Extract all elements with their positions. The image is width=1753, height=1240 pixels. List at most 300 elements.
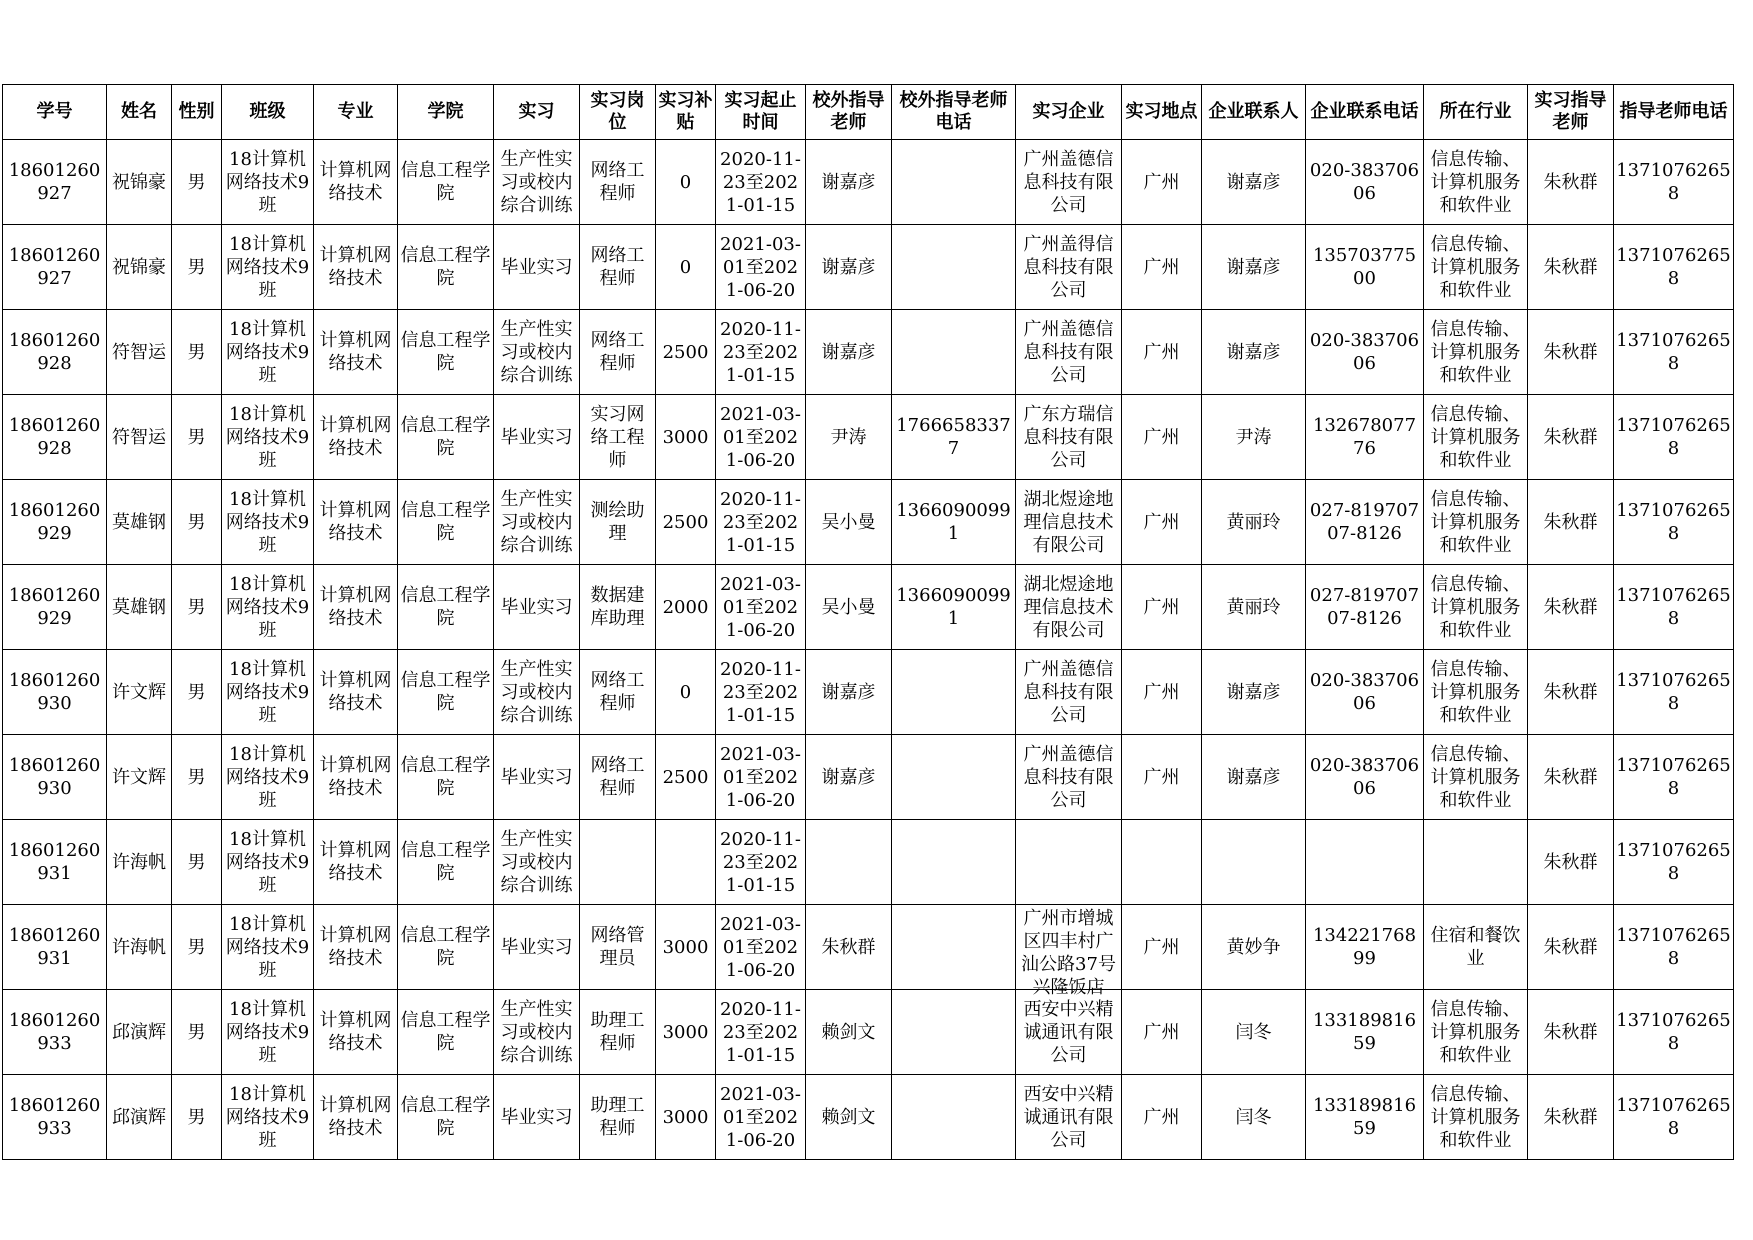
table-cell bbox=[1424, 480, 1528, 565]
table-cell bbox=[1614, 310, 1734, 395]
table-cell bbox=[892, 990, 1016, 1075]
table-cell bbox=[3, 1075, 107, 1160]
table-cell bbox=[656, 905, 716, 990]
table-cell bbox=[806, 225, 892, 310]
cell-text: 朱秋群 bbox=[821, 936, 876, 958]
cell-text: 广州 bbox=[1143, 341, 1180, 363]
cell-text: 谢嘉彦 bbox=[1226, 341, 1281, 363]
cell-text: 计算机网络技术 bbox=[319, 840, 392, 884]
cell-text: 毕业实习 bbox=[500, 766, 573, 788]
cell-text: 13318981659 bbox=[1312, 1010, 1417, 1054]
table-row bbox=[3, 735, 1734, 820]
column-header: 学院 bbox=[398, 85, 494, 140]
table-cell bbox=[3, 990, 107, 1075]
cell-text: 2020-11-23至2021-01-15 bbox=[720, 148, 801, 216]
table-cell bbox=[172, 820, 222, 905]
cell-text: 广州盖德信息科技有限公司 bbox=[1023, 743, 1114, 811]
table-cell bbox=[580, 480, 656, 565]
cell-text: 吴小曼 bbox=[821, 511, 876, 533]
table-cell bbox=[1528, 225, 1614, 310]
table-cell bbox=[716, 310, 806, 395]
column-header: 实习企业 bbox=[1016, 85, 1122, 140]
cell-text: 2020-11-23至2021-01-15 bbox=[720, 828, 801, 896]
cell-text: 莫雄钢 bbox=[112, 511, 166, 533]
table-cell bbox=[314, 140, 398, 225]
table-cell bbox=[892, 395, 1016, 480]
cell-text: 网络工程师 bbox=[590, 755, 645, 799]
cell-text: 生产性实习或校内综合训练 bbox=[500, 488, 573, 556]
table-cell bbox=[716, 480, 806, 565]
cell-text: 13267807776 bbox=[1312, 415, 1417, 459]
cell-text: 信息传输、计算机服务和软件业 bbox=[1430, 488, 1521, 556]
table-cell bbox=[398, 990, 494, 1075]
table-row bbox=[3, 395, 1734, 480]
table-cell bbox=[1202, 905, 1306, 990]
cell-text: 广州盖德信息科技有限公司 bbox=[1023, 318, 1114, 386]
cell-text: 广州盖德信息科技有限公司 bbox=[1023, 148, 1114, 216]
cell-text: 18计算机网络技术9班 bbox=[225, 148, 310, 216]
table-cell bbox=[1202, 990, 1306, 1075]
table-cell bbox=[1424, 395, 1528, 480]
table-cell bbox=[172, 480, 222, 565]
table-cell bbox=[1016, 480, 1122, 565]
table-cell bbox=[656, 480, 716, 565]
table-cell bbox=[1424, 990, 1528, 1075]
table-cell bbox=[806, 565, 892, 650]
cell-text: 计算机网络技术 bbox=[319, 670, 392, 714]
cell-text: 2021-03-01至2021-06-20 bbox=[720, 573, 801, 641]
table-cell bbox=[580, 650, 656, 735]
table-cell bbox=[398, 395, 494, 480]
table-cell bbox=[656, 140, 716, 225]
table-cell bbox=[1306, 140, 1424, 225]
cell-text: 13660900991 bbox=[896, 585, 1011, 629]
cell-text: 18601260928 bbox=[8, 330, 101, 374]
table-row bbox=[3, 225, 1734, 310]
table-cell bbox=[107, 990, 172, 1075]
table-cell bbox=[892, 565, 1016, 650]
cell-text: 13710762658 bbox=[1616, 245, 1731, 289]
table-row bbox=[3, 140, 1734, 225]
table-cell bbox=[1614, 990, 1734, 1075]
column-header: 校外指导老师电话 bbox=[892, 85, 1016, 140]
table-cell bbox=[1202, 820, 1306, 905]
table-row bbox=[3, 820, 1734, 905]
table-cell bbox=[656, 735, 716, 820]
column-header: 性别 bbox=[172, 85, 222, 140]
cell-text: 信息传输、计算机服务和软件业 bbox=[1430, 658, 1521, 726]
table-cell bbox=[580, 820, 656, 905]
table-cell bbox=[172, 990, 222, 1075]
cell-text: 2500 bbox=[662, 511, 709, 533]
table-cell bbox=[107, 225, 172, 310]
table-cell bbox=[806, 310, 892, 395]
table-cell bbox=[1016, 225, 1122, 310]
table-cell bbox=[1306, 820, 1424, 905]
cell-text: 生产性实习或校内综合训练 bbox=[500, 658, 573, 726]
cell-text: 18601260927 bbox=[8, 245, 101, 289]
cell-text: 朱秋群 bbox=[1543, 171, 1598, 193]
table-cell bbox=[1016, 1075, 1122, 1160]
table-cell bbox=[1306, 480, 1424, 565]
table-cell bbox=[1614, 140, 1734, 225]
table-cell bbox=[398, 820, 494, 905]
table-cell bbox=[107, 650, 172, 735]
table-cell bbox=[1424, 225, 1528, 310]
cell-text: 广州市增城区四丰村广汕公路37号兴隆饭店 bbox=[1021, 908, 1116, 998]
table-cell bbox=[222, 820, 314, 905]
cell-text: 18计算机网络技术9班 bbox=[225, 913, 310, 981]
cell-text: 计算机网络技术 bbox=[319, 925, 392, 969]
table-cell bbox=[1528, 310, 1614, 395]
table-cell bbox=[1202, 480, 1306, 565]
table-cell bbox=[580, 395, 656, 480]
table-cell bbox=[172, 905, 222, 990]
table-cell bbox=[892, 735, 1016, 820]
table-cell bbox=[222, 140, 314, 225]
cell-text: 朱秋群 bbox=[1543, 766, 1598, 788]
table-cell bbox=[1528, 905, 1614, 990]
table-cell bbox=[314, 310, 398, 395]
cell-text: 广州 bbox=[1143, 256, 1180, 278]
cell-text: 信息传输、计算机服务和软件业 bbox=[1430, 318, 1521, 386]
cell-text: 计算机网络技术 bbox=[319, 245, 392, 289]
cell-text: 信息工程学院 bbox=[400, 755, 491, 799]
table-cell bbox=[3, 480, 107, 565]
table-cell bbox=[107, 820, 172, 905]
cell-text: 广州 bbox=[1143, 1021, 1180, 1043]
cell-text: 信息工程学院 bbox=[400, 670, 491, 714]
cell-text: 朱秋群 bbox=[1543, 1106, 1598, 1128]
cell-text: 计算机网络技术 bbox=[319, 415, 392, 459]
cell-text: 13710762658 bbox=[1616, 415, 1731, 459]
table-cell bbox=[716, 990, 806, 1075]
table-cell bbox=[1202, 225, 1306, 310]
cell-text: 邱演辉 bbox=[112, 1106, 166, 1128]
cell-text: 男 bbox=[187, 1106, 206, 1128]
table-cell bbox=[172, 565, 222, 650]
cell-text: 020-38370606 bbox=[1309, 755, 1420, 799]
table-cell bbox=[1614, 905, 1734, 990]
cell-text: 吴小曼 bbox=[821, 596, 876, 618]
column-header: 校外指导老师 bbox=[806, 85, 892, 140]
cell-text: 020-38370606 bbox=[1309, 160, 1420, 204]
table-cell bbox=[494, 650, 580, 735]
cell-text: 18601260927 bbox=[8, 160, 101, 204]
table-cell bbox=[580, 735, 656, 820]
column-header: 实习 bbox=[494, 85, 580, 140]
cell-text: 13710762658 bbox=[1616, 1010, 1731, 1054]
cell-text: 朱秋群 bbox=[1543, 256, 1598, 278]
cell-text: 广州 bbox=[1143, 426, 1180, 448]
cell-text: 男 bbox=[187, 426, 206, 448]
table-cell bbox=[222, 990, 314, 1075]
table-cell bbox=[494, 565, 580, 650]
cell-text: 网络工程师 bbox=[590, 160, 645, 204]
table-cell bbox=[172, 310, 222, 395]
table-cell bbox=[314, 905, 398, 990]
table-cell bbox=[1528, 140, 1614, 225]
table-cell bbox=[3, 225, 107, 310]
table-cell bbox=[222, 1075, 314, 1160]
cell-text: 3000 bbox=[662, 426, 709, 448]
cell-text: 广州 bbox=[1143, 936, 1180, 958]
table-cell bbox=[580, 1075, 656, 1160]
table-row bbox=[3, 990, 1734, 1075]
table-cell bbox=[892, 1075, 1016, 1160]
column-header: 实习岗位 bbox=[580, 85, 656, 140]
cell-text: 13422176899 bbox=[1312, 925, 1417, 969]
table-cell bbox=[1614, 650, 1734, 735]
cell-text: 计算机网络技术 bbox=[319, 1010, 392, 1054]
cell-text: 信息工程学院 bbox=[400, 840, 491, 884]
cell-text: 18601260933 bbox=[8, 1010, 101, 1054]
cell-text: 数据建库助理 bbox=[590, 585, 645, 629]
table-cell bbox=[222, 310, 314, 395]
cell-text: 许文辉 bbox=[112, 766, 166, 788]
table-cell bbox=[1614, 565, 1734, 650]
cell-text: 18计算机网络技术9班 bbox=[225, 233, 310, 301]
cell-text: 邱演辉 bbox=[112, 1021, 166, 1043]
cell-text: 13318981659 bbox=[1312, 1095, 1417, 1139]
table-body bbox=[3, 140, 1734, 1160]
cell-text: 男 bbox=[187, 681, 206, 703]
table-cell bbox=[1122, 820, 1202, 905]
table-row bbox=[3, 905, 1734, 990]
table-cell bbox=[1424, 650, 1528, 735]
table-row bbox=[3, 480, 1734, 565]
cell-text: 13710762658 bbox=[1616, 755, 1731, 799]
table-cell bbox=[1528, 650, 1614, 735]
cell-text: 西安中兴精诚通讯有限公司 bbox=[1023, 1083, 1114, 1151]
table-cell bbox=[107, 480, 172, 565]
table-cell bbox=[656, 395, 716, 480]
cell-text: 信息传输、计算机服务和软件业 bbox=[1430, 148, 1521, 216]
cell-text: 2500 bbox=[662, 341, 709, 363]
cell-text: 2021-03-01至2021-06-20 bbox=[720, 233, 801, 301]
table-cell bbox=[1122, 650, 1202, 735]
cell-text: 2500 bbox=[662, 766, 709, 788]
cell-text: 广州 bbox=[1143, 511, 1180, 533]
cell-text: 18601260929 bbox=[8, 500, 101, 544]
cell-text: 符智运 bbox=[112, 426, 166, 448]
table-cell bbox=[1016, 310, 1122, 395]
table-cell bbox=[172, 140, 222, 225]
table-cell bbox=[494, 225, 580, 310]
cell-text: 2021-03-01至2021-06-20 bbox=[720, 913, 801, 981]
cell-text: 计算机网络技术 bbox=[319, 755, 392, 799]
cell-text: 朱秋群 bbox=[1543, 426, 1598, 448]
table-cell bbox=[314, 1075, 398, 1160]
cell-text: 18601260931 bbox=[8, 925, 101, 969]
cell-text: 信息传输、计算机服务和软件业 bbox=[1430, 1083, 1521, 1151]
cell-text: 莫雄钢 bbox=[112, 596, 166, 618]
table-cell bbox=[1614, 395, 1734, 480]
cell-text: 广州盖得信息科技有限公司 bbox=[1023, 233, 1114, 301]
cell-text: 谢嘉彦 bbox=[1226, 256, 1281, 278]
table-cell bbox=[1122, 565, 1202, 650]
table-cell bbox=[172, 1075, 222, 1160]
column-header: 实习补贴 bbox=[656, 85, 716, 140]
cell-text: 2020-11-23至2021-01-15 bbox=[720, 318, 801, 386]
cell-text: 信息传输、计算机服务和软件业 bbox=[1430, 743, 1521, 811]
cell-text: 信息传输、计算机服务和软件业 bbox=[1430, 998, 1521, 1066]
cell-text: 毕业实习 bbox=[500, 1106, 573, 1128]
cell-text: 2021-03-01至2021-06-20 bbox=[720, 743, 801, 811]
table-cell bbox=[892, 905, 1016, 990]
cell-text: 18601260928 bbox=[8, 415, 101, 459]
table-cell bbox=[3, 565, 107, 650]
cell-text: 18计算机网络技术9班 bbox=[225, 488, 310, 556]
cell-text: 13710762658 bbox=[1616, 670, 1731, 714]
cell-text: 湖北煜途地理信息技术有限公司 bbox=[1023, 488, 1114, 556]
cell-text: 计算机网络技术 bbox=[319, 500, 392, 544]
table-cell bbox=[398, 735, 494, 820]
table-cell bbox=[806, 990, 892, 1075]
table-cell bbox=[494, 735, 580, 820]
cell-text: 027-81970707-8126 bbox=[1309, 585, 1420, 629]
table-cell bbox=[222, 395, 314, 480]
table-cell bbox=[1424, 735, 1528, 820]
cell-text: 广州盖德信息科技有限公司 bbox=[1023, 658, 1114, 726]
cell-text: 计算机网络技术 bbox=[319, 330, 392, 374]
table-cell bbox=[314, 565, 398, 650]
table-cell bbox=[494, 310, 580, 395]
table-cell bbox=[1122, 395, 1202, 480]
cell-text: 13660900991 bbox=[896, 500, 1011, 544]
table-cell bbox=[1306, 395, 1424, 480]
cell-text: 18计算机网络技术9班 bbox=[225, 1083, 310, 1151]
table-cell bbox=[1016, 395, 1122, 480]
table-cell bbox=[1122, 140, 1202, 225]
table-cell bbox=[1528, 735, 1614, 820]
cell-text: 朱秋群 bbox=[1543, 596, 1598, 618]
table-cell bbox=[314, 820, 398, 905]
cell-text: 许海帆 bbox=[112, 851, 166, 873]
table-cell bbox=[398, 225, 494, 310]
cell-text: 实习网络工程师 bbox=[590, 403, 645, 471]
table-cell bbox=[172, 650, 222, 735]
table-cell bbox=[1614, 820, 1734, 905]
column-header: 所在行业 bbox=[1424, 85, 1528, 140]
table-cell bbox=[1122, 310, 1202, 395]
table-cell bbox=[1202, 565, 1306, 650]
cell-text: 广州 bbox=[1143, 596, 1180, 618]
table-cell bbox=[172, 735, 222, 820]
table-cell bbox=[494, 480, 580, 565]
table-cell bbox=[107, 140, 172, 225]
table-cell bbox=[892, 650, 1016, 735]
cell-text: 信息工程学院 bbox=[400, 245, 491, 289]
cell-text: 网络管理员 bbox=[590, 925, 645, 969]
cell-text: 黄丽玲 bbox=[1226, 596, 1281, 618]
table-cell bbox=[398, 310, 494, 395]
cell-text: 男 bbox=[187, 1021, 206, 1043]
table-cell bbox=[716, 1075, 806, 1160]
cell-text: 18计算机网络技术9班 bbox=[225, 403, 310, 471]
table-row bbox=[3, 1075, 1734, 1160]
cell-text: 谢嘉彦 bbox=[821, 681, 876, 703]
table-cell bbox=[398, 140, 494, 225]
table-cell bbox=[656, 310, 716, 395]
table-cell bbox=[222, 650, 314, 735]
table-cell bbox=[222, 905, 314, 990]
table-cell bbox=[656, 990, 716, 1075]
table-cell bbox=[806, 140, 892, 225]
table-cell bbox=[580, 905, 656, 990]
table-cell bbox=[656, 565, 716, 650]
table-cell bbox=[172, 395, 222, 480]
table-cell bbox=[1122, 905, 1202, 990]
table-cell bbox=[222, 480, 314, 565]
cell-text: 男 bbox=[187, 936, 206, 958]
column-header: 实习起止时间 bbox=[716, 85, 806, 140]
cell-text: 祝锦豪 bbox=[112, 171, 166, 193]
cell-text: 闫冬 bbox=[1235, 1106, 1272, 1128]
table-cell bbox=[1306, 735, 1424, 820]
table-cell bbox=[806, 480, 892, 565]
cell-text: 0 bbox=[679, 681, 692, 703]
column-header: 企业联系人 bbox=[1202, 85, 1306, 140]
cell-text: 计算机网络技术 bbox=[319, 585, 392, 629]
table-cell bbox=[1306, 990, 1424, 1075]
table-cell bbox=[580, 310, 656, 395]
cell-text: 13570377500 bbox=[1312, 245, 1417, 289]
cell-text: 朱秋群 bbox=[1543, 681, 1598, 703]
table-cell bbox=[1424, 820, 1528, 905]
table-cell bbox=[1202, 1075, 1306, 1160]
cell-text: 027-81970707-8126 bbox=[1309, 500, 1420, 544]
table-cell bbox=[892, 140, 1016, 225]
cell-text: 18计算机网络技术9班 bbox=[225, 573, 310, 641]
cell-text: 3000 bbox=[662, 1021, 709, 1043]
cell-text: 谢嘉彦 bbox=[821, 341, 876, 363]
table-cell bbox=[716, 140, 806, 225]
cell-text: 18计算机网络技术9班 bbox=[225, 998, 310, 1066]
cell-text: 020-38370606 bbox=[1309, 670, 1420, 714]
cell-text: 祝锦豪 bbox=[112, 256, 166, 278]
table-cell bbox=[3, 395, 107, 480]
cell-text: 赖剑文 bbox=[821, 1106, 876, 1128]
table-cell bbox=[1306, 905, 1424, 990]
table-cell bbox=[1528, 820, 1614, 905]
cell-text: 18601260930 bbox=[8, 670, 101, 714]
cell-text: 广州 bbox=[1143, 1106, 1180, 1128]
table-cell bbox=[1016, 820, 1122, 905]
column-header: 实习指导老师 bbox=[1528, 85, 1614, 140]
table-cell bbox=[314, 650, 398, 735]
column-header: 学号 bbox=[3, 85, 107, 140]
table-cell bbox=[222, 735, 314, 820]
cell-text: 广州 bbox=[1143, 681, 1180, 703]
table-cell bbox=[1122, 990, 1202, 1075]
table-cell bbox=[494, 395, 580, 480]
cell-text: 信息工程学院 bbox=[400, 330, 491, 374]
cell-text: 信息工程学院 bbox=[400, 415, 491, 459]
table-cell bbox=[716, 395, 806, 480]
cell-text: 13710762658 bbox=[1616, 925, 1731, 969]
table-cell bbox=[1614, 735, 1734, 820]
cell-text: 男 bbox=[187, 596, 206, 618]
cell-text: 谢嘉彦 bbox=[821, 766, 876, 788]
cell-text: 2020-11-23至2021-01-15 bbox=[720, 488, 801, 556]
table-cell bbox=[314, 480, 398, 565]
cell-text: 男 bbox=[187, 171, 206, 193]
cell-text: 18计算机网络技术9班 bbox=[225, 743, 310, 811]
cell-text: 朱秋群 bbox=[1543, 851, 1598, 873]
table-cell bbox=[716, 225, 806, 310]
table-cell bbox=[1528, 480, 1614, 565]
